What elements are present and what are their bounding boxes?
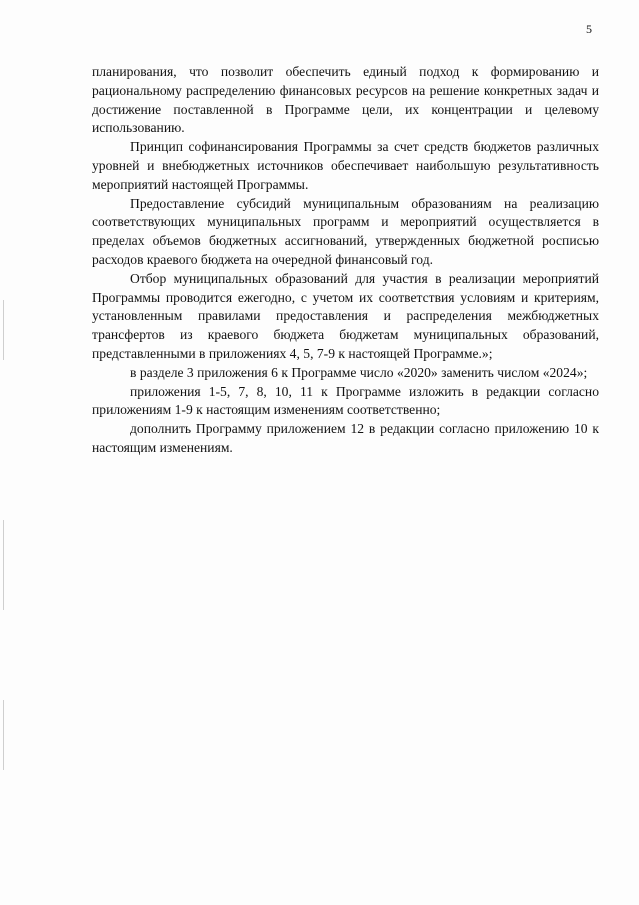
document-body <box>92 63 599 458</box>
paragraph: планирования, что позволит обеспечить единый подход к формированию и рациональному распределению финансовых ресурсов на решение конкретных задач и достижение поставленной в Программе цели, их концентрации и целевому использованию. <box>92 64 599 136</box>
paragraph: Предоставление субсидий муниципальным образованиям на реализацию соответствующих муниципальных программ и мероприятий осуществляется в пределах объемов бюджетных ассигнований, утвержденных бюджетной росписью расходов краевого бюджета на очередной финансовый год. <box>92 195 599 267</box>
scan-edge-mark <box>3 700 4 770</box>
paragraph: приложения 1-5, 7, 8, 10, 11 к Программе изложить в редакции согласно приложениям 1-9 к настоящим изменениям соответственно; <box>92 383 599 418</box>
paragraph: Отбор муниципальных образований для участия в реализации мероприятий Программы проводится ежегодно, с учетом их соответствия условиям и критериям, установленным правилами предоставления и распределения межбюджетных трансфертов из краевого бюджета бюджетам муниципальных образований, представленными в приложениях 4, 5, 7-9 к настоящей Программе.»; <box>92 270 599 361</box>
scan-edge-mark <box>3 520 4 610</box>
scan-edge-mark <box>3 300 4 360</box>
page-number: 5 <box>586 22 592 36</box>
paragraph: дополнить Программу приложением 12 в редакции согласно приложению 10 к настоящим изменениям. <box>92 421 599 455</box>
paragraph: в разделе 3 приложения 6 к Программе число «2020» заменить числом «2024»; <box>130 364 588 380</box>
paragraph: Принцип софинансирования Программы за счет средств бюджетов различных уровней и внебюджетных источников обеспечивает наибольшую результативность мероприятий настоящей Программы. <box>92 139 599 192</box>
